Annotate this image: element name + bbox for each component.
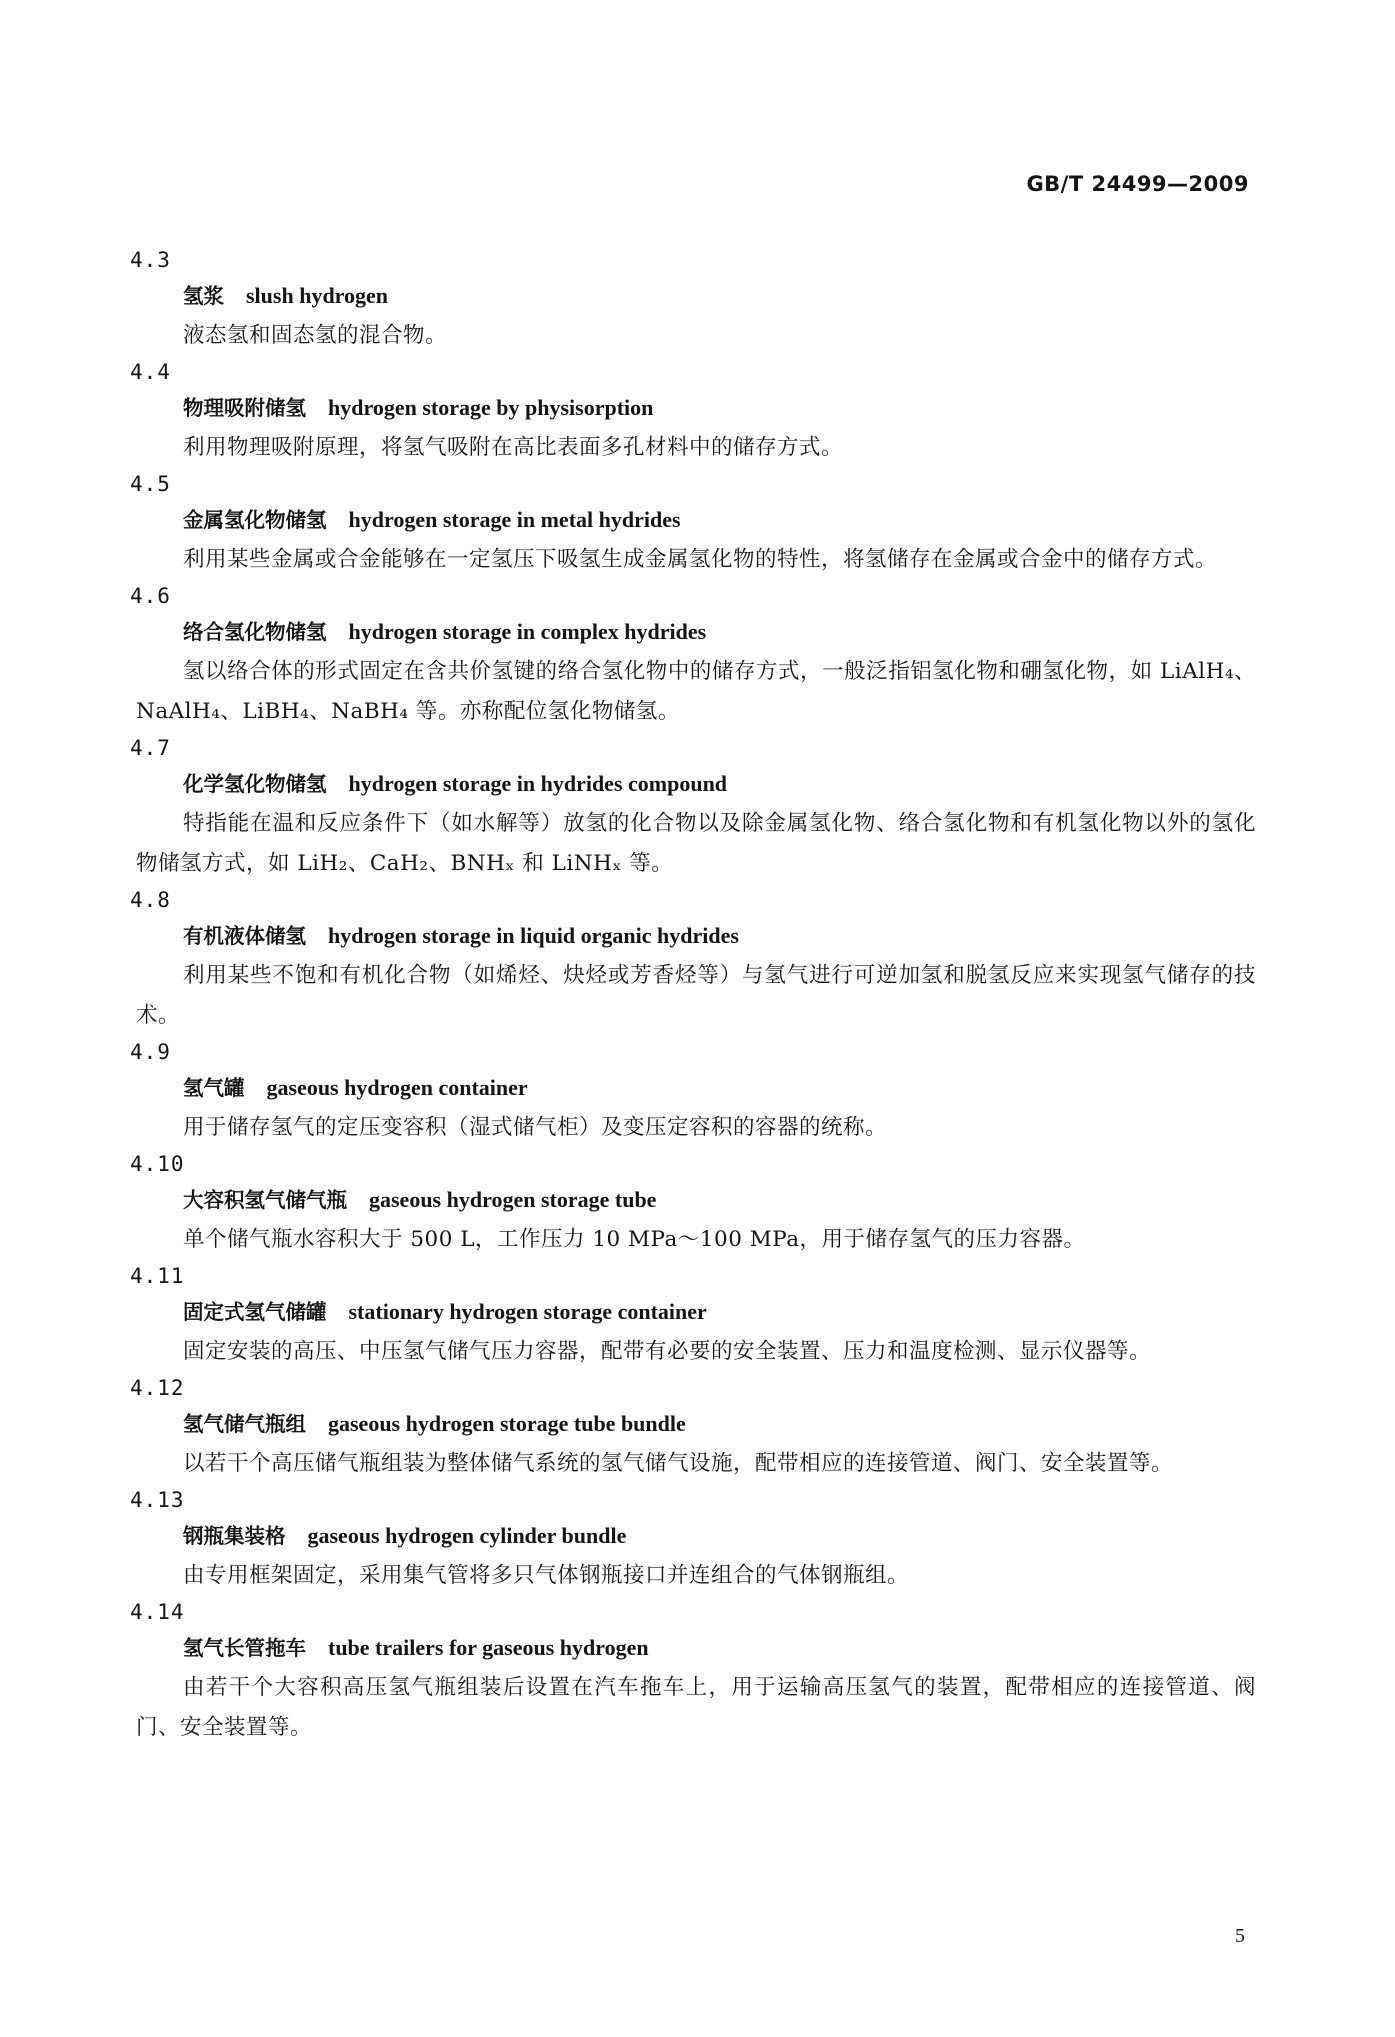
term-heading: [183, 276, 1395, 316]
term-chinese: 氢气罐: [183, 1076, 245, 1100]
term-english: gaseous hydrogen container: [266, 1075, 528, 1100]
term-chinese: 氢浆: [183, 284, 224, 308]
term-heading: [183, 916, 1395, 956]
term-heading: [183, 388, 1395, 428]
term-definition: 特指能在温和反应条件下（如水解等）放氢的化合物以及除金属氢化物、络合氢化物和有机氢化物以外的氢化物储氢方式，如 LiH₂、CaH₂、BNHₓ 和 LiNHₓ 等。: [136, 811, 1256, 876]
term-heading: [183, 1628, 1395, 1668]
clause-number: 4.14: [130, 1600, 185, 1624]
term-english: stationary hydrogen storage container: [348, 1299, 707, 1324]
clause-number: 4.6: [130, 584, 171, 608]
term-entry: [0, 1596, 1395, 1748]
term-definition: 氢以络合体的形式固定在含共价氢键的络合氢化物中的储存方式，一般泛指铝氢化物和硼氢化物，如 LiAlH₄、NaAlH₄、LiBH₄、NaBH₄ 等。亦称配位氢化物储氢。: [136, 659, 1256, 724]
term-definition: 液态氢和固态氢的混合物。: [183, 323, 448, 348]
term-english: gaseous hydrogen cylinder bundle: [307, 1523, 627, 1548]
term-english: gaseous hydrogen storage tube: [369, 1187, 657, 1212]
term-english: hydrogen storage in hydrides compound: [348, 771, 728, 796]
term-entry: [0, 244, 1395, 356]
term-entry: [0, 1148, 1395, 1260]
term-chinese: 络合氢化物储氢: [183, 620, 327, 644]
term-definition: 利用物理吸附原理，将氢气吸附在高比表面多孔材料中的储存方式。: [183, 435, 844, 460]
term-english: hydrogen storage in complex hydrides: [348, 619, 707, 644]
standard-number: GB/T 24499—2009: [1026, 172, 1249, 196]
term-chinese: 大容积氢气储气瓶: [183, 1188, 347, 1212]
term-english: gaseous hydrogen storage tube bundle: [328, 1411, 686, 1436]
term-chinese: 物理吸附储氢: [183, 396, 306, 420]
term-heading: [183, 1292, 1395, 1332]
term-english: hydrogen storage in metal hydrides: [348, 507, 681, 532]
term-english: tube trailers for gaseous hydrogen: [328, 1635, 649, 1660]
clause-number: 4.10: [130, 1152, 185, 1176]
page-number: 5: [1235, 1925, 1245, 1947]
term-entry: [0, 884, 1395, 1036]
term-definition: 利用某些不饱和有机化合物（如烯烃、炔烃或芳香烃等）与氢气进行可逆加氢和脱氢反应来实现氢气储存的技术。: [136, 963, 1256, 1028]
clause-number: 4.7: [130, 736, 171, 760]
term-entry: [0, 1484, 1395, 1596]
term-definition: 利用某些金属或合金能够在一定氢压下吸氢生成金属氢化物的特性，将氢储存在金属或合金中的储存方式。: [183, 547, 1218, 572]
term-chinese: 化学氢化物储氢: [183, 772, 327, 796]
term-chinese: 金属氢化物储氢: [183, 508, 327, 532]
terms-list: [0, 244, 1395, 1748]
clause-number: 4.3: [130, 248, 171, 272]
term-entry: [0, 732, 1395, 884]
term-entry: [0, 1260, 1395, 1372]
term-entry: [0, 580, 1395, 732]
term-heading: [183, 764, 1395, 804]
term-chinese: 固定式氢气储罐: [183, 1300, 327, 1324]
term-chinese: 钢瓶集装格: [183, 1524, 286, 1548]
term-definition: 由专用框架固定，采用集气管将多只气体钢瓶接口并连组合的气体钢瓶组。: [183, 1563, 910, 1588]
term-english: slush hydrogen: [246, 283, 389, 308]
term-heading: [183, 612, 1395, 652]
clause-number: 4.4: [130, 360, 171, 384]
clause-number: 4.13: [130, 1488, 185, 1512]
term-definition: 以若干个高压储气瓶组装为整体储气系统的氢气储气设施，配带相应的连接管道、阀门、安全装置等。: [183, 1451, 1174, 1476]
term-definition: 由若干个大容积高压氢气瓶组装后设置在汽车拖车上，用于运输高压氢气的装置，配带相应的连接管道、阀门、安全装置等。: [136, 1675, 1256, 1740]
term-definition: 用于储存氢气的定压变容积（湿式储气柜）及变压定容积的容器的统称。: [183, 1115, 888, 1140]
term-heading: [183, 500, 1395, 540]
term-heading: [183, 1180, 1395, 1220]
term-english: hydrogen storage by physisorption: [328, 395, 654, 420]
term-heading: [183, 1068, 1395, 1108]
term-definition: 固定安装的高压、中压氢气储气压力容器，配带有必要的安全装置、压力和温度检测、显示仪器等。: [183, 1339, 1152, 1364]
term-entry: [0, 1036, 1395, 1148]
term-english: hydrogen storage in liquid organic hydrides: [328, 923, 739, 948]
term-entry: [0, 1372, 1395, 1484]
term-chinese: 氢气储气瓶组: [183, 1412, 306, 1436]
term-definition: 单个储气瓶水容积大于 500 L，工作压力 10 MPa～100 MPa，用于储存氢气的压力容器。: [183, 1227, 1086, 1252]
clause-number: 4.11: [130, 1264, 185, 1288]
clause-number: 4.5: [130, 472, 171, 496]
clause-number: 4.9: [130, 1040, 171, 1064]
clause-number: 4.12: [130, 1376, 185, 1400]
term-heading: [183, 1404, 1395, 1444]
term-chinese: 有机液体储氢: [183, 924, 306, 948]
term-chinese: 氢气长管拖车: [183, 1636, 306, 1660]
term-entry: [0, 468, 1395, 580]
term-heading: [183, 1516, 1395, 1556]
clause-number: 4.8: [130, 888, 171, 912]
term-entry: [0, 356, 1395, 468]
